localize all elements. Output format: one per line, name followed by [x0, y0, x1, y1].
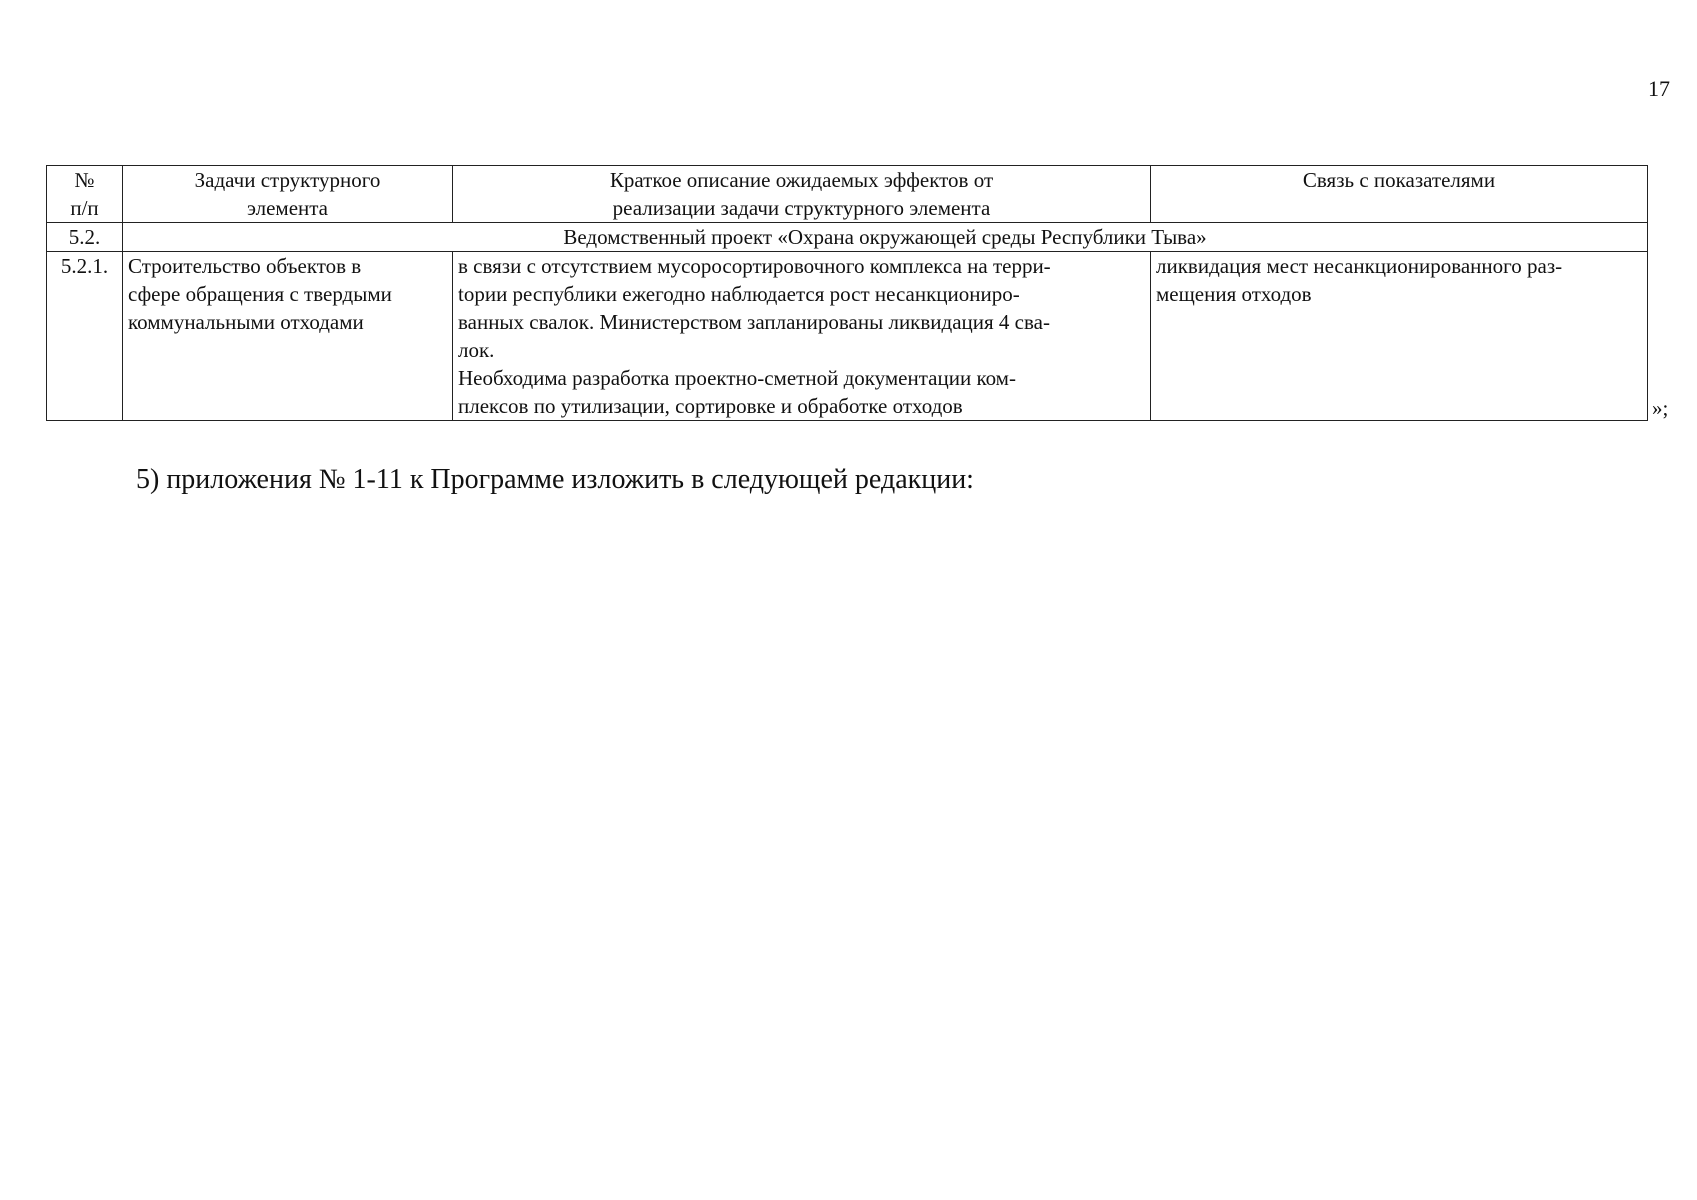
table-header-row	[47, 166, 1648, 223]
table-row	[47, 252, 1648, 421]
header-num: № п/п	[47, 166, 123, 223]
section-num: 5.2.	[47, 223, 123, 252]
header-description: Краткое описание ожидаемых эффектов от реализации задачи структурного элемента	[453, 166, 1151, 223]
row-link: ликвидация мест несанкционированного раз- мещения отходов	[1151, 252, 1648, 421]
row-task: Строительство объектов в сфере обращения с твердыми коммунальными отходами	[123, 252, 453, 421]
header-link: Связь с показателями	[1151, 166, 1648, 223]
structural-elements-table-container	[46, 165, 1648, 421]
page-number: 17	[1648, 76, 1670, 101]
row-description: в связи с отсутствием мусоросортировочного комплекса на терри- tории республики ежегодно наблюдается рост несанкциониро- ванных свалок. Министерством запланированы ликвидация 4 сва- лок. Необходима разработка проектно-сметной документации ком- плексов по утилизации, сортировке и обработке отходов	[453, 252, 1151, 421]
body-paragraph: 5) приложения № 1-11 к Программе изложить в следующей редакции:	[136, 464, 974, 495]
row-num: 5.2.1.	[47, 252, 123, 421]
section-row	[47, 223, 1648, 252]
structural-elements-table	[46, 165, 1648, 421]
header-task: Задачи структурного элемента	[123, 166, 453, 223]
closing-quote-mark: »;	[1652, 396, 1669, 420]
section-title: Ведомственный проект «Охрана окружающей среды Республики Тыва»	[123, 223, 1648, 252]
